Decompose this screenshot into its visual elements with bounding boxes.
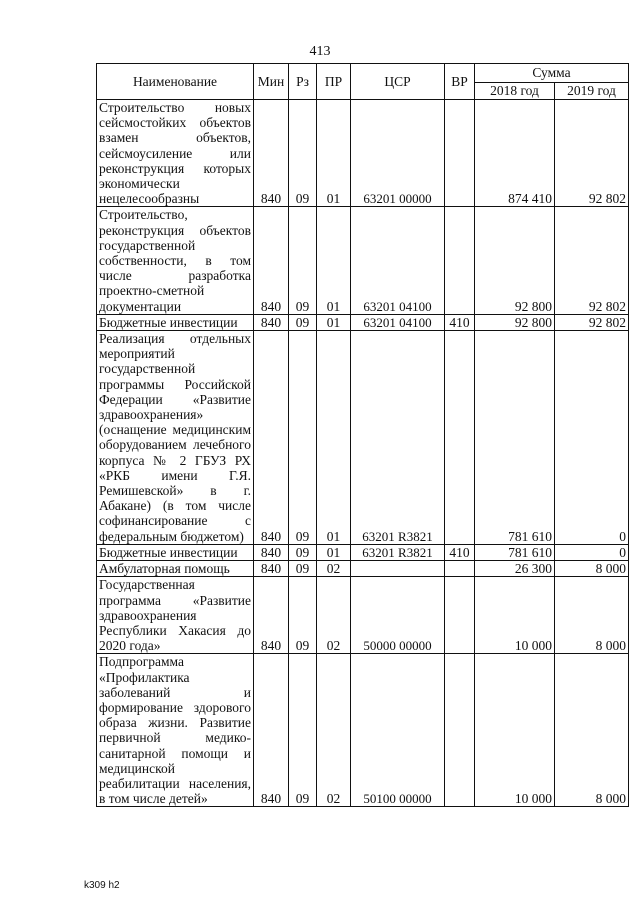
row-vr bbox=[445, 577, 475, 654]
header-name: Наименование bbox=[97, 64, 254, 100]
row-csr: 63201 R3821 bbox=[351, 331, 445, 545]
page-number: 413 bbox=[309, 44, 331, 59]
row-sum-2018: 781 610 bbox=[475, 331, 555, 545]
budget-table bbox=[96, 63, 629, 807]
header-min: Мин bbox=[254, 64, 289, 100]
row-rz: 09 bbox=[289, 577, 317, 654]
row-pr: 01 bbox=[317, 544, 351, 560]
row-rz: 09 bbox=[289, 654, 317, 807]
row-sum-2019: 8 000 bbox=[555, 561, 629, 577]
row-name: Государственная программа «Развитие здравоохранения Республики Хакасия до 2020 года» bbox=[97, 577, 254, 654]
row-sum-2018: 26 300 bbox=[475, 561, 555, 577]
table-row bbox=[97, 207, 629, 314]
row-pr: 02 bbox=[317, 654, 351, 807]
row-sum-2019: 8 000 bbox=[555, 577, 629, 654]
header-sum: Сумма bbox=[475, 64, 629, 83]
row-pr: 01 bbox=[317, 100, 351, 207]
row-name: Бюджетные инвестиции bbox=[97, 544, 254, 560]
row-name: Амбулаторная помощь bbox=[97, 561, 254, 577]
row-pr: 01 bbox=[317, 207, 351, 314]
row-rz: 09 bbox=[289, 544, 317, 560]
row-name: Подпрограмма «Профилактика заболеваний и формирование здорового образа жизни. Развитие первичной медико-санитарной помощи и медицинской реабилитации населения, в том числе детей» bbox=[97, 654, 254, 807]
row-sum-2019: 0 bbox=[555, 544, 629, 560]
row-name: Строительство новых сейсмостойких объектов взамен объектов, сейсмоусиление или реконструкция которых экономически нецелесообразны bbox=[97, 100, 254, 207]
row-min: 840 bbox=[254, 561, 289, 577]
table-row bbox=[97, 314, 629, 330]
row-name: Реализация отдельных мероприятий государственной программы Российской Федерации «Развитие здравоохранения» (оснащение медицинским оборудованием лечебного корпуса № 2 ГБУЗ РХ «РКБ имени Г.Я. Ремишевской» в г. Абакане) (в том числе софинансирование с федеральным бюджетом) bbox=[97, 331, 254, 545]
row-min: 840 bbox=[254, 654, 289, 807]
row-name: Бюджетные инвестиции bbox=[97, 314, 254, 330]
row-min: 840 bbox=[254, 100, 289, 207]
row-sum-2018: 781 610 bbox=[475, 544, 555, 560]
row-rz: 09 bbox=[289, 314, 317, 330]
table-row bbox=[97, 654, 629, 807]
header-year-2019: 2019 год bbox=[555, 83, 629, 100]
header-rz: Рз bbox=[289, 64, 317, 100]
row-pr: 02 bbox=[317, 561, 351, 577]
row-sum-2018: 10 000 bbox=[475, 654, 555, 807]
row-csr: 63201 00000 bbox=[351, 100, 445, 207]
table-row bbox=[97, 577, 629, 654]
row-sum-2018: 92 800 bbox=[475, 207, 555, 314]
row-pr: 01 bbox=[317, 314, 351, 330]
row-pr: 02 bbox=[317, 577, 351, 654]
row-rz: 09 bbox=[289, 331, 317, 545]
row-min: 840 bbox=[254, 314, 289, 330]
row-rz: 09 bbox=[289, 207, 317, 314]
row-vr bbox=[445, 561, 475, 577]
row-csr: 63201 R3821 bbox=[351, 544, 445, 560]
row-pr: 01 bbox=[317, 331, 351, 545]
header-row bbox=[97, 64, 629, 83]
row-min: 840 bbox=[254, 577, 289, 654]
row-vr: 410 bbox=[445, 544, 475, 560]
row-min: 840 bbox=[254, 331, 289, 545]
row-csr: 50100 00000 bbox=[351, 654, 445, 807]
row-vr bbox=[445, 207, 475, 314]
row-vr: 410 bbox=[445, 314, 475, 330]
table-row bbox=[97, 331, 629, 545]
table-body bbox=[97, 100, 629, 807]
row-name: Строительство, реконструкция объектов государственной собственности, в том числе разработка проектно-сметной документации bbox=[97, 207, 254, 314]
row-rz: 09 bbox=[289, 561, 317, 577]
header-vr: ВР bbox=[445, 64, 475, 100]
row-sum-2019: 0 bbox=[555, 331, 629, 545]
row-csr: 63201 04100 bbox=[351, 207, 445, 314]
footer-code: k309 h2 bbox=[84, 880, 120, 891]
row-rz: 09 bbox=[289, 100, 317, 207]
row-sum-2018: 874 410 bbox=[475, 100, 555, 207]
row-sum-2018: 92 800 bbox=[475, 314, 555, 330]
table-row bbox=[97, 561, 629, 577]
row-sum-2019: 92 802 bbox=[555, 207, 629, 314]
row-vr bbox=[445, 331, 475, 545]
row-csr: 50000 00000 bbox=[351, 577, 445, 654]
row-min: 840 bbox=[254, 207, 289, 314]
header-pr: ПР bbox=[317, 64, 351, 100]
row-csr: 63201 04100 bbox=[351, 314, 445, 330]
row-sum-2019: 8 000 bbox=[555, 654, 629, 807]
row-sum-2019: 92 802 bbox=[555, 100, 629, 207]
row-vr bbox=[445, 654, 475, 807]
row-sum-2019: 92 802 bbox=[555, 314, 629, 330]
table-row bbox=[97, 100, 629, 207]
row-csr bbox=[351, 561, 445, 577]
row-sum-2018: 10 000 bbox=[475, 577, 555, 654]
row-min: 840 bbox=[254, 544, 289, 560]
header-csr: ЦСР bbox=[351, 64, 445, 100]
header-year-2018: 2018 год bbox=[475, 83, 555, 100]
row-vr bbox=[445, 100, 475, 207]
table-row bbox=[97, 544, 629, 560]
